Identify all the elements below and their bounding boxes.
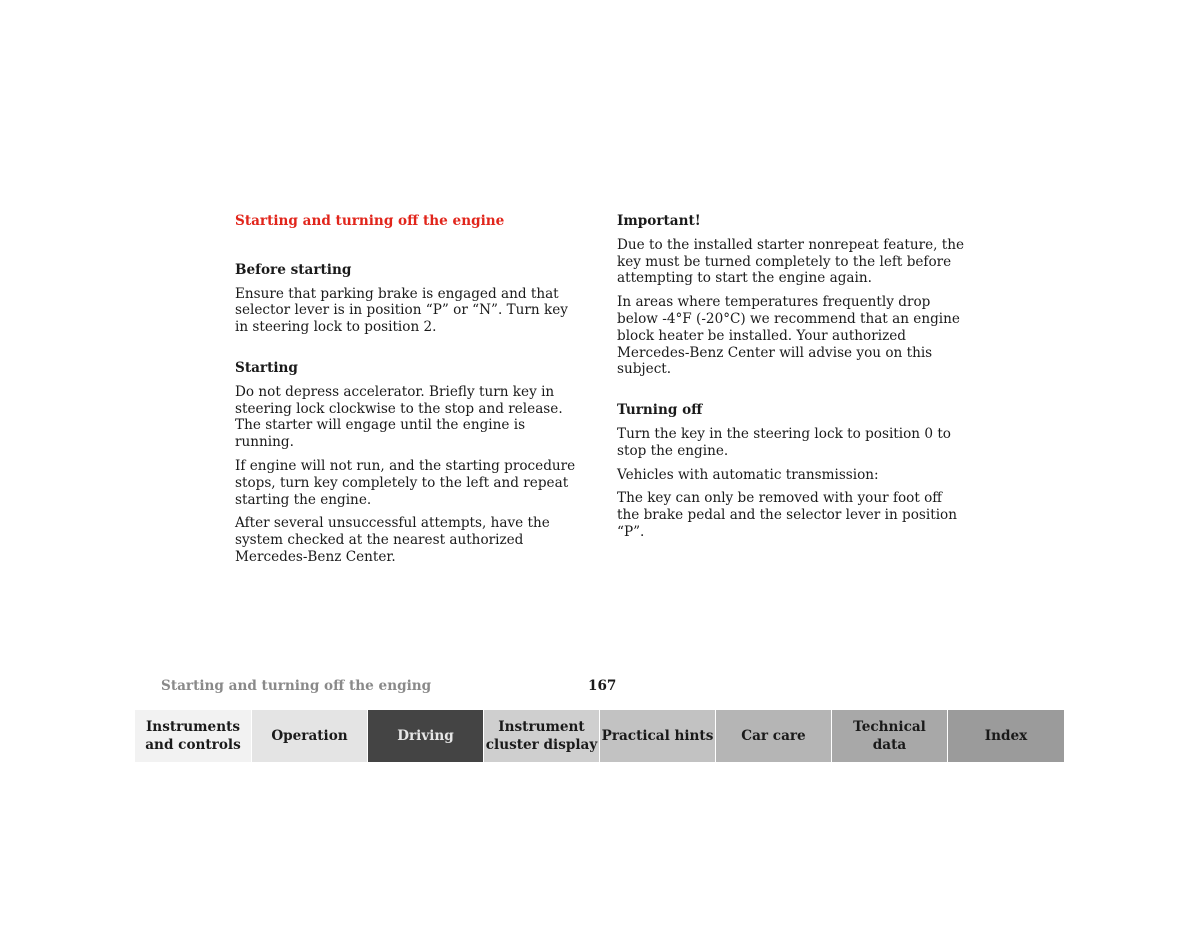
tab-instruments-and-controls[interactable]: Instruments and controls	[135, 710, 252, 762]
paragraph: Ensure that parking brake is engaged and that selector lever is in position “P” or “N”. Turn key in steering lock to position 2.	[235, 285, 568, 336]
tab-operation[interactable]: Operation	[252, 710, 368, 762]
heading-turning-off: Turning off	[617, 402, 703, 419]
paragraph: If engine will not run, and the starting procedure stops, turn key completely to the left and repeat starting the engine.	[235, 457, 576, 508]
page-section-title: Starting and turning off the engine	[235, 213, 505, 229]
heading-before-starting: Before starting	[235, 261, 352, 278]
tab-technical-data[interactable]: Technical data	[832, 710, 948, 762]
tab-car-care[interactable]: Car care	[716, 710, 832, 762]
right-column	[617, 213, 967, 548]
paragraph: The key can only be removed with your foot off the brake pedal and the selector lever in position “P”.	[617, 490, 957, 540]
tab-instrument-cluster-display[interactable]: Instrument cluster display	[484, 710, 600, 762]
tab-index[interactable]: Index	[948, 710, 1064, 762]
footer-section-title: Starting and turning off the enging	[161, 678, 432, 694]
paragraph: Vehicles with automatic transmission:	[617, 466, 879, 483]
heading-important: Important!	[617, 213, 701, 229]
left-column	[235, 213, 585, 573]
paragraph: After several unsuccessful attempts, have the system checked at the nearest authorized Mercedes-Benz Center.	[235, 515, 550, 565]
paragraph: Do not depress accelerator. Briefly turn key in steering lock clockwise to the stop and release. The starter will engage until the engine is running.	[235, 383, 563, 451]
tab-practical-hints[interactable]: Practical hints	[600, 710, 716, 762]
paragraph: Due to the installed starter nonrepeat feature, the key must be turned completely to the left before attempting to start the engine again.	[617, 236, 965, 287]
heading-starting: Starting	[235, 359, 298, 376]
chapter-tab-bar	[135, 710, 1064, 762]
page-number: 167	[588, 678, 617, 694]
paragraph: In areas where temperatures frequently drop below -4°F (-20°C) we recommend that an engine block heater be installed. Your authorized Mercedes-Benz Center will advise you on this subject.	[617, 294, 960, 378]
paragraph: Turn the key in the steering lock to position 0 to stop the engine.	[617, 425, 951, 459]
tab-driving[interactable]: Driving	[368, 710, 484, 762]
